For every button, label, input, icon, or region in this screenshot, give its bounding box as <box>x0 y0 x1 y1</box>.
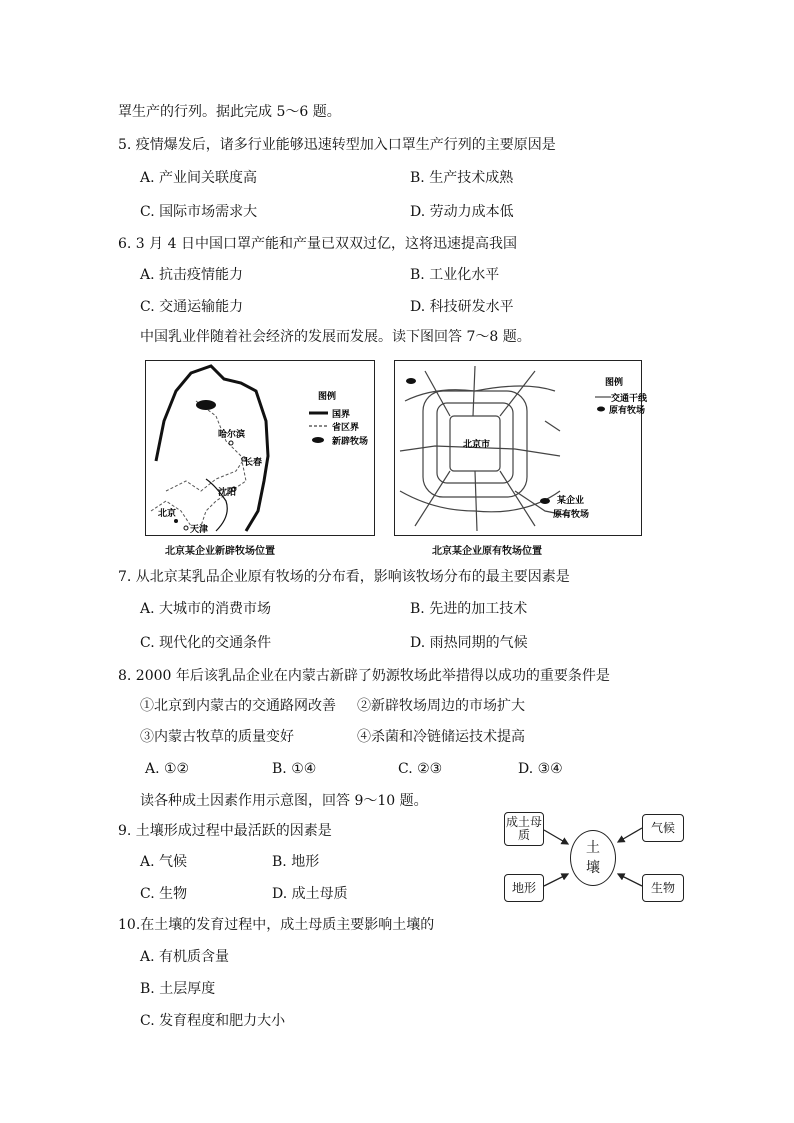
q8-statement-4: ④杀菌和冷链储运技术提高 <box>357 729 525 745</box>
intro-tail: 罩生产的行列。据此完成 5～6 题。 <box>118 104 341 120</box>
q9-stem: 9. 土壤形成过程中最活跃的因素是 <box>118 823 332 839</box>
q6-stem: 6. 3 月 4 日中国口罩产能和产量已双双过亿，这将迅速提高我国 <box>118 236 517 252</box>
q9-option-c: C. 生物 <box>140 886 188 902</box>
soil-center: 土壤 <box>570 830 616 886</box>
legend-original-ranch: 原有牧场 <box>609 406 646 416</box>
label-beijing: 北京 <box>158 509 177 519</box>
q8-option-d: D. ③④ <box>518 761 563 777</box>
q7-option-a: A. 大城市的消费市场 <box>140 601 272 617</box>
legend-national-border: 国界 <box>332 410 351 420</box>
map-new-ranch-drawing <box>146 361 374 535</box>
q7-option-c: C. 现代化的交通条件 <box>140 635 272 651</box>
label-original-ranch: 原有牧场 <box>553 510 590 520</box>
q5-option-c: C. 国际市场需求大 <box>140 204 258 220</box>
legend-title-right: 图例 <box>605 378 624 388</box>
q7-option-b: B. 先进的加工技术 <box>410 601 528 617</box>
q6-option-d: D. 科技研发水平 <box>410 299 514 315</box>
q7-option-d: D. 雨热同期的气候 <box>410 635 528 651</box>
q6-option-a: A. 抗击疫情能力 <box>140 267 244 283</box>
caption-right-map: 北京某企业原有牧场位置 <box>432 546 542 557</box>
q5-option-b: B. 生产技术成熟 <box>410 170 514 186</box>
factor-parent-material: 成土母质 <box>504 812 544 846</box>
q10-option-c: C. 发育程度和肥力大小 <box>140 1013 286 1029</box>
q8-option-a: A. ①② <box>145 761 190 777</box>
intro-7-8: 中国乳业伴随着社会经济的发展而发展。读下图回答 7～8 题。 <box>140 329 531 345</box>
q5-option-a: A. 产业间关联度高 <box>140 170 258 186</box>
q10-stem: 10.在土壤的发育过程中，成土母质主要影响土壤的 <box>118 917 435 933</box>
q5-option-d: D. 劳动力成本低 <box>410 204 514 220</box>
label-changchun: 长春 <box>244 458 263 468</box>
q8-stem: 8. 2000 年后该乳品企业在内蒙古新辟了奶源牧场此举措得以成功的重要条件是 <box>118 668 610 684</box>
factor-terrain: 地形 <box>504 874 544 902</box>
q8-option-b: B. ①④ <box>272 761 317 777</box>
label-beijing-city: 北京市 <box>463 440 491 450</box>
q9-option-b: B. 地形 <box>272 854 320 870</box>
factor-biology: 生物 <box>642 874 684 902</box>
q6-option-c: C. 交通运输能力 <box>140 299 244 315</box>
q9-option-a: A. 气候 <box>140 854 188 870</box>
q10-option-a: A. 有机质含量 <box>140 949 230 965</box>
new-ranch-marker <box>196 400 216 410</box>
map-new-ranch <box>145 360 375 536</box>
intro-9-10: 读各种成土因素作用示意图，回答 9～10 题。 <box>140 793 428 809</box>
q8-statement-3: ③内蒙古牧草的质量变好 <box>140 729 294 745</box>
legend-traffic-line: 交通干线 <box>611 394 648 404</box>
label-tianjin: 天津 <box>190 525 209 535</box>
legend-province-border: 省区界 <box>332 423 360 433</box>
label-enterprise: 某企业 <box>557 496 585 506</box>
q10-option-b: B. 土层厚度 <box>140 981 216 997</box>
label-harbin: 哈尔滨 <box>218 430 246 440</box>
q5-stem: 5. 疫情爆发后，诸多行业能够迅速转型加入口罩生产行列的主要原因是 <box>118 137 556 153</box>
label-shenyang: 沈阳 <box>218 488 237 498</box>
q8-statement-2: ②新辟牧场周边的市场扩大 <box>357 698 525 714</box>
q8-statement-1: ①北京到内蒙古的交通路网改善 <box>140 698 336 714</box>
caption-left-map: 北京某企业新辟牧场位置 <box>165 546 275 557</box>
q8-option-c: C. ②③ <box>398 761 443 777</box>
q6-option-b: B. 工业化水平 <box>410 267 500 283</box>
q7-stem: 7. 从北京某乳品企业原有牧场的分布看，影响该牧场分布的最主要因素是 <box>118 569 570 585</box>
map-original-ranch <box>394 360 648 536</box>
map-original-ranch-drawing <box>395 361 648 535</box>
legend-new-ranch: 新辟牧场 <box>332 437 369 447</box>
q9-option-d: D. 成土母质 <box>272 886 348 902</box>
legend-title-left: 图例 <box>318 392 337 402</box>
soil-factor-diagram <box>500 810 690 910</box>
factor-climate: 气候 <box>642 814 684 842</box>
